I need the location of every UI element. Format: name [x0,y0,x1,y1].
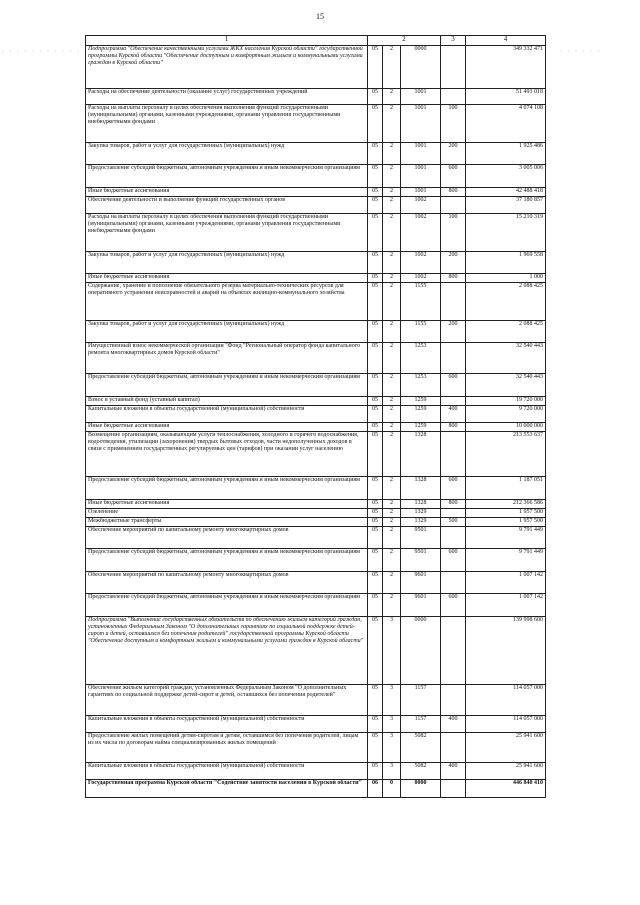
scan-dots-right: · · · · · · [560,49,602,55]
row-code-subsection: 2 [383,252,401,274]
row-code-subsection: 3 [383,685,401,716]
row-name: Расходы на обеспечение деятельности (оказание услуг) государственных учреждений [86,89,368,105]
row-code-subsection: 3 [383,733,401,763]
row-amount: 1 957 500 [466,509,546,518]
row-expense-type: 800 [441,423,466,432]
row-code-subsection: 2 [383,283,401,321]
row-name: Возмещение организациям, оказывающим услуги теплоснабжения, холодного и горячего водоснабжения, водоотведения, утилизации (захоронения) твердых бытовых отходов, части недополученных доходов в связи с применением государственных регулируемых цен (тарифов) при оказании услуг населению [86,432,368,477]
row-code-item: 1155 [401,321,441,343]
row-code-item: 1259 [401,406,441,423]
table-row [86,432,546,477]
row-expense-type [441,283,466,321]
row-code-section: 05 [368,617,383,685]
row-code-section: 05 [368,165,383,188]
row-name: Расходы на выплаты персоналу в целях обеспечения выполнения функций государственными (муниципальными) органами, казенными учреждениями, органами управления государственными внебюджетными фондами [86,214,368,252]
row-code-section: 05 [368,406,383,423]
table-row [86,214,546,252]
row-code-section: 05 [368,477,383,500]
row-code-subsection: 3 [383,617,401,685]
row-expense-type: 800 [441,500,466,509]
row-amount: 1 925 486 [466,143,546,165]
table-row [86,763,546,780]
row-code-item: 1001 [401,89,441,105]
table-row [86,509,546,518]
row-name: Предоставление субсидий бюджетным, автономным учреждениям и иным некоммерческим организациям [86,374,368,397]
table-row [86,165,546,188]
row-code-item: 1002 [401,252,441,274]
table-row [86,252,546,274]
table-row [86,780,546,798]
table-row [86,423,546,432]
table-row [86,500,546,509]
row-code-subsection: 2 [383,188,401,197]
row-code-subsection: 2 [383,509,401,518]
table-row [86,477,546,500]
budget-table-container [85,35,545,798]
row-expense-type [441,527,466,549]
row-expense-type: 600 [441,165,466,188]
row-code-section: 05 [368,283,383,321]
row-code-section: 05 [368,549,383,572]
row-code-subsection: 2 [383,572,401,594]
row-amount: 4 074 108 [466,105,546,143]
row-amount: 9 791 449 [466,549,546,572]
row-amount: 9 720 000 [466,406,546,423]
row-code-item: 1328 [401,432,441,477]
row-code-subsection: 3 [383,716,401,733]
row-name: Иные бюджетные ассигнования [86,274,368,283]
row-code-item: 1329 [401,509,441,518]
table-row [86,594,546,617]
table-row [86,397,546,406]
row-code-item: 1001 [401,143,441,165]
row-code-section: 05 [368,274,383,283]
row-code-section: 05 [368,252,383,274]
row-name: Обеспечение мероприятий по капитальному ремонту многоквартирных домов [86,572,368,594]
row-name: Закупка товаров, работ и услуг для государственных (муниципальных) нужд [86,143,368,165]
row-code-item: 5082 [401,733,441,763]
row-code-item: 1259 [401,397,441,406]
row-amount: 446 840 410 [466,780,546,798]
row-code-item: 1155 [401,283,441,321]
row-amount: 32 540 443 [466,374,546,397]
table-row [86,46,546,89]
row-code-section: 05 [368,500,383,509]
table-row [86,406,546,423]
row-code-section: 05 [368,527,383,549]
row-code-section: 05 [368,397,383,406]
row-name: Предоставление субсидий бюджетным, автономным учреждениям и иным некоммерческим организациям [86,165,368,188]
table-row [86,518,546,527]
row-code-item: 1157 [401,685,441,716]
row-name: Закупка товаров, работ и услуг для государственных (муниципальных) нужд [86,252,368,274]
row-amount: 139 998 600 [466,617,546,685]
row-expense-type: 200 [441,321,466,343]
row-name: Предоставление жилых помещений детям-сиротам и детям, оставшимся без попечения родителей, лицам из их числа по договорам найма специализированных жилых помещений [86,733,368,763]
row-expense-type: 200 [441,143,466,165]
header-row [86,36,546,46]
page-number: 15 [316,12,324,21]
row-expense-type [441,432,466,477]
row-code-item: 0000 [401,617,441,685]
row-name: Государственная программа Курской области "Содействие занятости населения в Курской области" [86,780,368,798]
row-expense-type [441,46,466,89]
table-row [86,283,546,321]
row-expense-type: 500 [441,518,466,527]
row-expense-type: 600 [441,549,466,572]
table-row [86,321,546,343]
row-code-item: 1253 [401,343,441,374]
row-code-subsection: 2 [383,274,401,283]
row-code-subsection: 2 [383,549,401,572]
row-expense-type: 400 [441,716,466,733]
table-row [86,685,546,716]
row-code-item: 1002 [401,197,441,214]
row-name: Озеленение [86,509,368,518]
row-code-section: 05 [368,89,383,105]
row-name: Обеспечение мероприятий по капитальному ремонту многоквартирных домов [86,527,368,549]
row-name: Иные бюджетные ассигнования [86,423,368,432]
header-col-2: 2 [368,36,441,46]
table-row [86,274,546,283]
table-row [86,716,546,733]
row-name: Межбюджетные трансферты [86,518,368,527]
row-amount: 19 720 000 [466,397,546,406]
row-name: Подпрограмма "Обеспечение качественными услугами ЖКХ населения Курской области" государственной программы Курской области "Обеспечение доступным и комфортным жильем и коммунальными услугами граждан в Курской области" [86,46,368,89]
table-row [86,549,546,572]
row-amount: 1 007 142 [466,572,546,594]
row-amount: 9 791 449 [466,527,546,549]
row-expense-type: 800 [441,274,466,283]
row-name: Предоставление субсидий бюджетным, автономным учреждениям и иным некоммерческим организациям [86,477,368,500]
row-name: Капитальные вложения в объекты государственной (муниципальной) собственности [86,763,368,780]
table-row [86,527,546,549]
row-expense-type: 800 [441,188,466,197]
row-expense-type [441,509,466,518]
row-code-subsection: 2 [383,397,401,406]
row-code-subsection: 2 [383,197,401,214]
row-code-subsection: 2 [383,477,401,500]
row-code-section: 05 [368,594,383,617]
table-row [86,89,546,105]
row-code-item: 1328 [401,500,441,509]
row-code-subsection: 2 [383,432,401,477]
row-expense-type [441,197,466,214]
row-name: Иные бюджетные ассигнования [86,500,368,509]
row-code-subsection: 2 [383,165,401,188]
row-expense-type [441,733,466,763]
row-code-section: 05 [368,374,383,397]
row-name: Имущественный взнос некоммерческой организации "Фонд "Региональный оператор фонда капитального ремонта многоквартирных домов Курской области" [86,343,368,374]
row-expense-type [441,685,466,716]
row-code-subsection: 2 [383,374,401,397]
table-row [86,343,546,374]
row-amount: 32 540 443 [466,343,546,374]
row-code-section: 05 [368,143,383,165]
row-name: Капитальные вложения в объекты государственной (муниципальной) собственности [86,406,368,423]
row-code-item: 1253 [401,374,441,397]
row-amount: 25 941 600 [466,733,546,763]
row-amount: 2 088 425 [466,321,546,343]
row-code-subsection: 2 [383,343,401,374]
row-name: Взнос в уставный фонд (уставный капитал) [86,397,368,406]
row-code-item: 1329 [401,518,441,527]
table-row [86,143,546,165]
row-expense-type: 400 [441,763,466,780]
row-code-item: 1328 [401,477,441,500]
row-name: Предоставление субсидий бюджетным, автономным учреждениям и иным некоммерческим организациям [86,549,368,572]
row-expense-type: 100 [441,214,466,252]
row-expense-type [441,343,466,374]
row-name: Капитальные вложения в объекты государственной (муниципальной) собственности [86,716,368,733]
row-code-subsection: 2 [383,321,401,343]
row-code-subsection: 2 [383,46,401,89]
table-row [86,374,546,397]
table-row [86,188,546,197]
row-expense-type: 600 [441,477,466,500]
row-amount: 1 007 142 [466,594,546,617]
row-amount: 2 088 425 [466,283,546,321]
row-code-subsection: 0 [383,780,401,798]
table-row [86,572,546,594]
row-code-section: 05 [368,197,383,214]
row-code-subsection: 2 [383,500,401,509]
row-expense-type: 400 [441,406,466,423]
row-code-item: 9601 [401,594,441,617]
row-code-subsection: 2 [383,214,401,252]
row-expense-type: 600 [441,374,466,397]
row-amount: 1 187 051 [466,477,546,500]
row-code-section: 05 [368,214,383,252]
row-expense-type: 200 [441,252,466,274]
row-amount: 212 366 586 [466,500,546,509]
row-code-item: 1001 [401,105,441,143]
row-amount: 114 057 000 [466,716,546,733]
row-code-item: 1001 [401,188,441,197]
row-amount: 349 332 471 [466,46,546,89]
row-name: Обеспечение деятельности и выполнение функций государственных органов [86,197,368,214]
row-code-item: 1259 [401,423,441,432]
table-row [86,733,546,763]
row-code-section: 05 [368,733,383,763]
row-code-section: 05 [368,716,383,733]
row-amount: 51 493 018 [466,89,546,105]
table-row [86,105,546,143]
row-code-section: 05 [368,509,383,518]
row-expense-type: 100 [441,105,466,143]
row-code-section: 06 [368,780,383,798]
row-code-subsection: 3 [383,763,401,780]
row-amount: 25 941 600 [466,763,546,780]
row-code-item: 0000 [401,780,441,798]
row-amount: 1 000 [466,274,546,283]
row-code-subsection: 2 [383,518,401,527]
row-name: Содержание, хранение и пополнение обязательного резерва материально-технических ресурсов для оперативного устранения неисправностей и аварий на объектах жилищно-коммунального хозяйства [86,283,368,321]
row-code-section: 05 [368,423,383,432]
row-code-item: 9501 [401,549,441,572]
row-code-item: 5082 [401,763,441,780]
row-amount: 10 000 000 [466,423,546,432]
row-amount: 1 969 558 [466,252,546,274]
row-code-subsection: 2 [383,406,401,423]
row-code-section: 05 [368,105,383,143]
row-code-item: 1001 [401,165,441,188]
row-code-section: 05 [368,685,383,716]
row-expense-type [441,397,466,406]
row-code-section: 05 [368,432,383,477]
row-code-item: 0000 [401,46,441,89]
scan-dots-left: · · · · · · · · · · · [2,49,81,55]
row-name: Закупка товаров, работ и услуг для государственных (муниципальных) нужд [86,321,368,343]
row-expense-type [441,89,466,105]
row-code-section: 05 [368,321,383,343]
row-code-subsection: 2 [383,143,401,165]
row-code-item: 1157 [401,716,441,733]
row-code-item: 9501 [401,527,441,549]
header-col-1: 1 [86,36,368,46]
budget-table [85,35,546,798]
row-name: Подпрограмма "Выполнение государственных обязательств по обеспечению жильем категорий граждан, установленных Федеральным Законом "О дополнительных гарантиях по социальной поддержке детей-сирот и детей, оставшихся без попечения родителей" государственной программы Курской области "Обеспечение доступным и комфортным жильем и коммунальными услугами граждан в Курской области" [86,617,368,685]
table-row [86,617,546,685]
row-expense-type: 600 [441,594,466,617]
row-amount: 3 005 006 [466,165,546,188]
row-code-section: 05 [368,763,383,780]
row-amount: 1 957 500 [466,518,546,527]
row-code-subsection: 2 [383,594,401,617]
row-expense-type [441,780,466,798]
row-code-section: 05 [368,518,383,527]
row-expense-type [441,572,466,594]
row-code-subsection: 2 [383,423,401,432]
header-col-4: 4 [466,36,546,46]
row-name: Предоставление субсидий бюджетным, автономным учреждениям и иным некоммерческим организациям [86,594,368,617]
row-code-section: 05 [368,343,383,374]
row-code-subsection: 2 [383,89,401,105]
row-amount: 114 057 000 [466,685,546,716]
row-code-item: 1002 [401,274,441,283]
row-code-subsection: 2 [383,527,401,549]
row-amount: 42 488 418 [466,188,546,197]
row-code-section: 05 [368,188,383,197]
row-amount: 213 553 637 [466,432,546,477]
row-code-item: 1002 [401,214,441,252]
row-expense-type [441,617,466,685]
row-code-item: 9601 [401,572,441,594]
row-code-section: 05 [368,572,383,594]
row-code-subsection: 2 [383,105,401,143]
row-code-section: 05 [368,46,383,89]
row-amount: 15 210 319 [466,214,546,252]
header-col-3: 3 [441,36,466,46]
row-name: Расходы на выплаты персоналу в целях обеспечения выполнения функций государственными (муниципальными) органами, казенными учреждениями, органами управления государственными внебюджетными фондами [86,105,368,143]
row-name: Обеспечение жильем категорий граждан, установленных Федеральным Законом "О дополнительных гарантиях по социальной поддержке детей-сирот и детей, оставшихся без попечения родителей" [86,685,368,716]
row-amount: 37 180 857 [466,197,546,214]
row-name: Иные бюджетные ассигнования [86,188,368,197]
table-row [86,197,546,214]
